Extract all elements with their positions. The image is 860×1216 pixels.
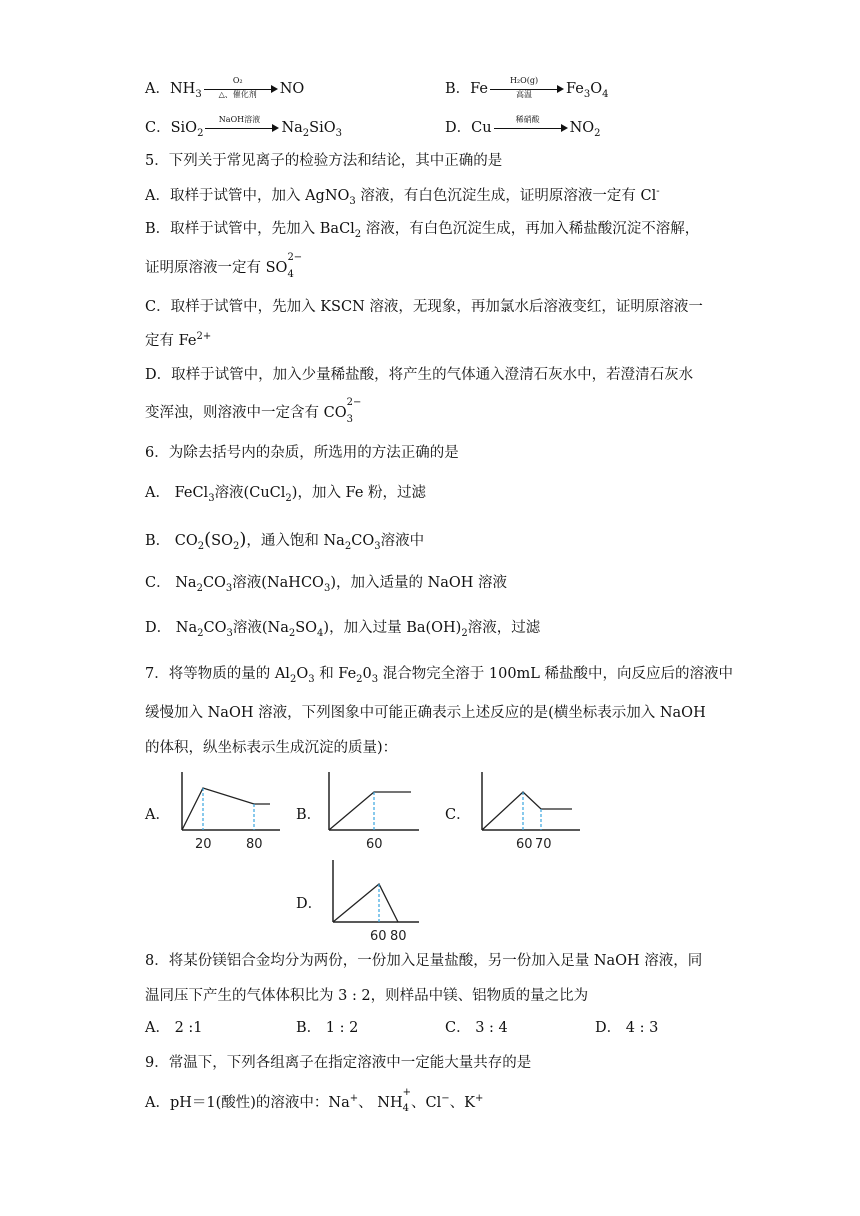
- q5-option-d-cont: 变浑浊，则溶液中一定含有 $CO^{2-}$ 3: [145, 397, 362, 425]
- q7-graph-a-letter[interactable]: A．: [145, 807, 170, 823]
- q8-option-c[interactable]: C． 3 : 4: [445, 1020, 508, 1036]
- q6-stem: 6．为除去括号内的杂质，所选用的方法正确的是: [145, 445, 459, 461]
- reactant: Fe: [470, 81, 489, 97]
- reactant: NH: [169, 81, 196, 97]
- q8-option-b[interactable]: B． 1 : 2: [296, 1020, 359, 1036]
- q4-option-d[interactable]: D．Cu 稀硝酸 $NO_2$: [445, 115, 601, 139]
- q6-option-a[interactable]: A． FeCl$_3$溶液(CuCl$_2$)，加入 Fe 粉，过滤: [145, 485, 427, 504]
- q8-stem-line2: 温同压下产生的气体体积比为 3 : 2，则样品中镁、铝物质的量之比为: [145, 988, 589, 1004]
- q5-option-d[interactable]: D．取样于试管中，加入少量稀盐酸，将产生的气体通入澄清石灰水中，若澄清石灰水: [145, 367, 694, 383]
- q5-option-b[interactable]: B．取样于试管中，先加入 BaCl$_2$ 溶液，有白色沉淀生成，再加入稀盐酸沉淀不溶解，: [145, 221, 700, 240]
- q8-stem-line1: 8．将某份镁铝合金均分为两份，一份加入足量盐酸，另一份加入足量 NaOH 溶液，同: [145, 953, 703, 969]
- reaction-arrow: O₂ △、催化剂: [204, 82, 278, 96]
- product: NO: [569, 120, 595, 136]
- option-letter: B．: [445, 81, 471, 97]
- reaction-arrow: H₂O(g) 高温: [490, 82, 564, 96]
- q9-stem: 9．常温下，下列各组离子在指定溶液中一定能大量共存的是: [145, 1055, 532, 1071]
- q7-graph-b-letter[interactable]: B．: [296, 807, 322, 823]
- q7-stem-line3: 的体积，纵坐标表示生成沉淀的质量)：: [145, 740, 398, 756]
- option-letter: C．: [145, 120, 171, 136]
- reactant: SiO: [170, 120, 198, 136]
- q6-option-d[interactable]: D． $Na_2CO_3$溶液$(Na_2SO_4)$，加入过量 $Ba(OH)_2$溶液，过滤: [145, 620, 541, 639]
- q6-option-c[interactable]: C． $Na_2CO_3$溶液(NaHCO$_3$)，加入适量的 NaOH 溶液: [145, 575, 508, 594]
- q5-option-c-cont: 定有 $Fe^{2+}$: [145, 331, 212, 349]
- q5-option-b-cont: 证明原溶液一定有 $SO^{2-}$ 4: [145, 252, 303, 280]
- option-letter: D．: [445, 120, 472, 136]
- reaction-arrow: 稀硝酸: [494, 121, 568, 135]
- q7-graph-b: [323, 768, 423, 860]
- q4-option-a[interactable]: A．$NH_3$ O₂ △、催化剂 NO: [145, 76, 305, 100]
- q7-graph-c: [476, 768, 586, 860]
- reaction-arrow: NaOH溶液: [205, 121, 279, 135]
- q5-option-c[interactable]: C．取样于试管中，先加入 KSCN 溶液，无现象，再加氯水后溶液变红，证明原溶液一: [145, 299, 703, 315]
- tick-label: 60: [370, 929, 387, 944]
- q4-option-c[interactable]: C．SiO$_2$ NaOH溶液 $Na_2SiO_3$: [145, 115, 343, 139]
- q8-option-d[interactable]: D． 4 : 3: [595, 1020, 659, 1036]
- q7-graph-d-letter[interactable]: D．: [296, 896, 323, 912]
- q7-stem-line2: 缓慢加入 NaOH 溶液，下列图象中可能正确表示上述反应的是(横坐标表示加入 NaOH: [145, 705, 706, 721]
- tick-label: 80: [390, 929, 407, 944]
- tick-label: 20: [195, 837, 212, 852]
- reactant: Cu: [471, 120, 492, 136]
- q7-graph-c-letter[interactable]: C．: [445, 807, 471, 823]
- q4-option-b[interactable]: B．Fe H₂O(g) 高温 $Fe_3O_4$: [445, 76, 609, 100]
- q7-graph-d: [327, 856, 427, 948]
- product: Na: [281, 120, 303, 136]
- product: NO: [279, 81, 305, 97]
- q6-option-b[interactable]: B． $CO_2(SO_2)$，通入饱和 $Na_2CO_3$溶液中: [145, 529, 425, 552]
- q5-option-a[interactable]: A．取样于试管中，加入 AgNO$_3$ 溶液，有白色沉淀生成，证明原溶液一定有 Cl-: [145, 186, 660, 207]
- product: Fe: [566, 81, 584, 97]
- tick-label: 80: [246, 837, 263, 852]
- tick-label: 70: [535, 837, 552, 852]
- q9-option-a[interactable]: A．pH＝1(酸性)的溶液中：Na+、 NH+ 4 、Cl−、K+: [145, 1087, 484, 1114]
- tick-label: 60: [516, 837, 533, 852]
- q7-graph-a: [176, 768, 286, 860]
- q5-stem: 5．下列关于常见离子的检验方法和结论，其中正确的是: [145, 153, 503, 169]
- q7-stem-line1: 7．将等物质的量的 $Al_2O_3$ 和 $Fe_20_3$ 混合物完全溶于 100mL 稀盐酸中，向反应后的溶液中: [145, 666, 734, 685]
- tick-label: 60: [366, 837, 383, 852]
- option-letter: A．: [145, 81, 170, 97]
- q8-option-a[interactable]: A． 2 :1: [145, 1020, 203, 1036]
